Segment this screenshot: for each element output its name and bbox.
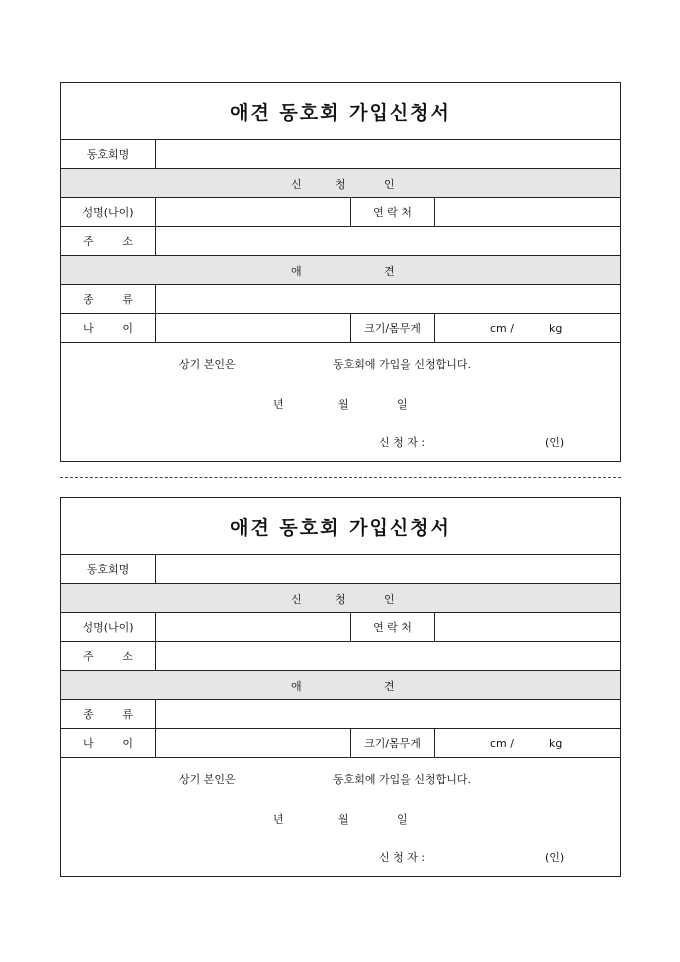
dog-age-label-char-2: 이 bbox=[122, 737, 133, 750]
address-label bbox=[61, 227, 156, 255]
address-field[interactable] bbox=[156, 642, 620, 670]
address-row bbox=[61, 227, 620, 256]
breed-field[interactable] bbox=[156, 700, 620, 728]
dog-age-label bbox=[61, 314, 156, 342]
size-weight-label: 크기/몸무게 bbox=[351, 314, 435, 342]
dog-section-header bbox=[61, 671, 620, 700]
contact-field[interactable] bbox=[435, 198, 620, 226]
address-row bbox=[61, 642, 620, 671]
address-label bbox=[61, 642, 156, 670]
dog-section-char-2: 견 bbox=[384, 680, 395, 693]
applicant-section-char-1: 신 bbox=[291, 593, 302, 606]
age-size-row bbox=[61, 314, 620, 343]
date-month: 월 bbox=[338, 813, 349, 826]
dog-age-label-char-1: 나 bbox=[83, 737, 94, 750]
dog-age-field[interactable] bbox=[156, 729, 351, 757]
club-name-field[interactable] bbox=[156, 140, 620, 168]
seal-mark: (인) bbox=[545, 851, 565, 864]
date-month: 월 bbox=[338, 398, 349, 411]
declaration-block bbox=[61, 758, 620, 876]
declaration-text-2: 동호회에 가입을 신청합니다. bbox=[333, 358, 472, 371]
dog-section-char-1: 애 bbox=[291, 265, 302, 278]
dog-age-field[interactable] bbox=[156, 314, 351, 342]
application-form-2 bbox=[60, 497, 621, 877]
dog-age-label-char-2: 이 bbox=[122, 322, 133, 335]
contact-label: 연 락 처 bbox=[351, 613, 435, 641]
dog-age-label bbox=[61, 729, 156, 757]
name-contact-row bbox=[61, 198, 620, 227]
applicant-section-char-2: 청 bbox=[335, 593, 346, 606]
declaration-text-2: 동호회에 가입을 신청합니다. bbox=[333, 773, 472, 786]
cut-line bbox=[60, 477, 621, 478]
club-name-row bbox=[61, 140, 620, 169]
form-title-row bbox=[61, 83, 620, 140]
signature-label: 신 청 자 : bbox=[379, 436, 426, 449]
form-title-row bbox=[61, 498, 620, 555]
breed-label-char-1: 종 bbox=[83, 708, 94, 721]
age-size-row bbox=[61, 729, 620, 758]
club-name-field[interactable] bbox=[156, 555, 620, 583]
breed-label-char-1: 종 bbox=[83, 293, 94, 306]
signature-label: 신 청 자 : bbox=[379, 851, 426, 864]
address-field[interactable] bbox=[156, 227, 620, 255]
address-label-char-1: 주 bbox=[83, 235, 94, 248]
breed-label bbox=[61, 700, 156, 728]
declaration-text-1: 상기 본인은 bbox=[179, 358, 236, 371]
address-label-char-2: 소 bbox=[122, 235, 133, 248]
form-title: 애견 동호회 가입신청서 bbox=[230, 516, 451, 539]
contact-label: 연 락 처 bbox=[351, 198, 435, 226]
unit-cm: cm / bbox=[490, 736, 514, 750]
unit-cm: cm / bbox=[490, 321, 514, 335]
date-day: 일 bbox=[397, 398, 408, 411]
breed-label bbox=[61, 285, 156, 313]
date-year: 년 bbox=[273, 813, 284, 826]
club-name-label: 동호회명 bbox=[61, 140, 156, 168]
breed-label-char-2: 류 bbox=[122, 293, 133, 306]
seal-mark: (인) bbox=[545, 436, 565, 449]
applicant-section-char-1: 신 bbox=[291, 178, 302, 191]
form-title: 애견 동호회 가입신청서 bbox=[230, 101, 451, 124]
address-label-char-1: 주 bbox=[83, 650, 94, 663]
address-label-char-2: 소 bbox=[122, 650, 133, 663]
dog-section-header bbox=[61, 256, 620, 285]
dog-section-char-1: 애 bbox=[291, 680, 302, 693]
date-day: 일 bbox=[397, 813, 408, 826]
name-age-field[interactable] bbox=[156, 198, 351, 226]
name-age-label: 성명(나이) bbox=[61, 198, 156, 226]
breed-row bbox=[61, 285, 620, 314]
applicant-section-char-3: 인 bbox=[384, 593, 395, 606]
application-form-1 bbox=[60, 82, 621, 462]
club-name-row bbox=[61, 555, 620, 584]
applicant-section-char-2: 청 bbox=[335, 178, 346, 191]
dog-age-label-char-1: 나 bbox=[83, 322, 94, 335]
name-age-field[interactable] bbox=[156, 613, 351, 641]
name-contact-row bbox=[61, 613, 620, 642]
contact-field[interactable] bbox=[435, 613, 620, 641]
applicant-section-header bbox=[61, 584, 620, 613]
breed-label-char-2: 류 bbox=[122, 708, 133, 721]
declaration-block bbox=[61, 343, 620, 461]
unit-kg: kg bbox=[549, 321, 563, 335]
declaration-text-1: 상기 본인은 bbox=[179, 773, 236, 786]
applicant-section-header bbox=[61, 169, 620, 198]
unit-kg: kg bbox=[549, 736, 563, 750]
size-weight-field[interactable] bbox=[435, 729, 620, 757]
dog-section-char-2: 견 bbox=[384, 265, 395, 278]
date-year: 년 bbox=[273, 398, 284, 411]
club-name-label: 동호회명 bbox=[61, 555, 156, 583]
breed-field[interactable] bbox=[156, 285, 620, 313]
size-weight-label: 크기/몸무게 bbox=[351, 729, 435, 757]
name-age-label: 성명(나이) bbox=[61, 613, 156, 641]
applicant-section-char-3: 인 bbox=[384, 178, 395, 191]
breed-row bbox=[61, 700, 620, 729]
size-weight-field[interactable] bbox=[435, 314, 620, 342]
